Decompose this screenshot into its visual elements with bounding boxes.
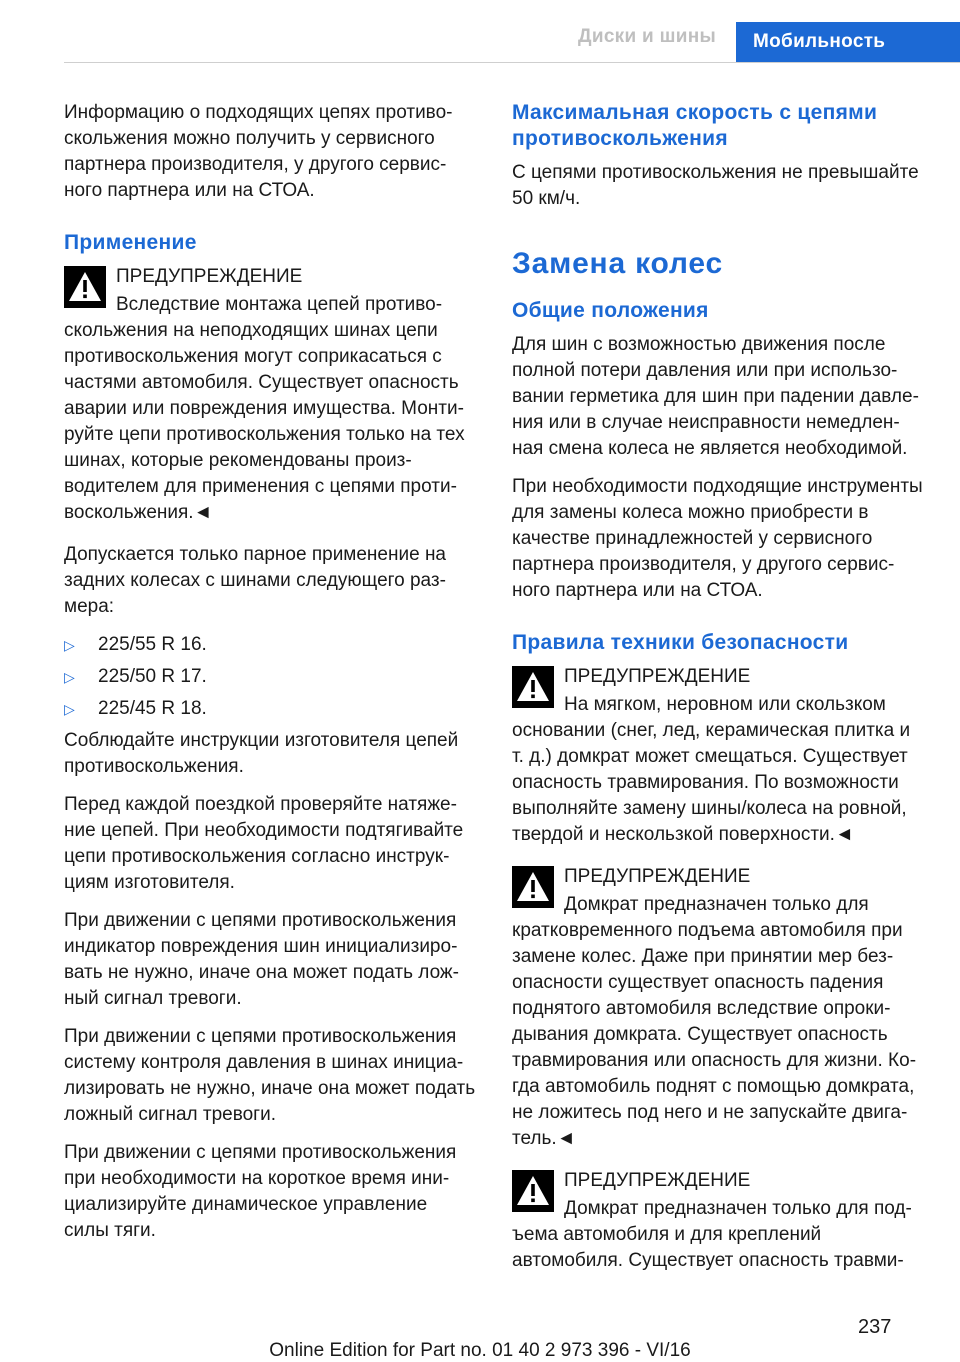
warning-triangle-icon	[512, 666, 554, 708]
warning-chains	[64, 264, 476, 526]
triangle-bullet-icon: ▷	[64, 669, 75, 685]
footer-edition: Online Edition for Part no. 01 40 2 973 396 - VI/16	[269, 1340, 691, 1361]
check-paragraph: Перед каждой поездкой проверяйте натяжение цепей. При необходимости подтягивайте цепи противоскольжения согласно инструкциям изготовителя.	[64, 794, 464, 893]
indicator-paragraph: При движении с цепями противоскольжения индикатор повреждения шин инициализировать не нужно, иначе она может подать ложный сигнал тревоги.	[64, 910, 459, 1009]
right-column	[512, 100, 924, 1290]
list-item	[64, 696, 476, 722]
general-paragraph: Для шин с возможностью движения после полной потери давления или при использовании герметика для шин при падении давления или в случае неисправности немедленная смена колеса не является необходимой.	[512, 334, 919, 459]
warning-triangle-icon	[512, 1170, 554, 1212]
warning-text: Вследствие монтажа цепей противоскольжения на неподходящих шинах цепи противоскольжения могут соприкасаться с частями автомобиля. Существует опасность аварии или повреждения имущества. Монтируйте цепи противоскольжения только на тех шинах, которые рекомендованы производителем для применения с цепями противоскольжения.◄	[64, 294, 465, 523]
warning-jack-purpose	[512, 1168, 924, 1274]
pressure-paragraph: При движении с цепями противоскольжения систему контроля давления в шинах инициализировать не нужно, иначе она может подать ложный сигнал тревоги.	[64, 1026, 476, 1125]
header-rule	[64, 62, 960, 63]
warning-text: Домкрат предназначен только для кратковременного подъема автомобиля при замене колес. Даже при принятии мер безопасности существует опасность падения поднятого автомобиля вследствие опрокидывания домкрата. Существует опасность травмирования или опасность для жизни. Когда автомобиль поднят с помощью домкрата, не ложитесь под него и не запускайте двигатель.◄	[512, 894, 917, 1149]
tire-size-list	[64, 632, 476, 722]
heading-general: Общие положения	[512, 299, 709, 322]
warning-title: ПРЕДУПРЕЖДЕНИЕ	[564, 666, 751, 687]
warning-text: Домкрат предназначен только для подъема автомобиля и для креплений автомобиля. Существует опасность травми-	[512, 1198, 912, 1271]
list-item-text: 225/45 R 18.	[98, 698, 207, 719]
warning-triangle-icon	[64, 266, 106, 308]
chapter-tab-label: Мобильность	[753, 31, 886, 52]
warning-triangle-icon	[512, 866, 554, 908]
warning-jack-short-term	[512, 864, 924, 1152]
intro-paragraph: Информацию о подходящих цепях противоскольжения можно получить у сервисного партнера производителя, у другого сервисного партнера или на СТОА.	[64, 102, 453, 201]
list-item	[64, 664, 476, 690]
traction-paragraph: При движении с цепями противоскольжения при необходимости на короткое время инициализируйте динамическое управление силы тяги.	[64, 1142, 457, 1241]
triangle-bullet-icon: ▷	[64, 701, 75, 717]
speed-paragraph: С цепями противоскольжения не превышайте 50 км/ч.	[512, 162, 919, 209]
heading-usage: Применение	[64, 231, 197, 254]
warning-jack-surface	[512, 664, 924, 848]
warning-title: ПРЕДУПРЕЖДЕНИЕ	[564, 1170, 751, 1191]
list-item-text: 225/55 R 16.	[98, 634, 207, 655]
allowed-paragraph: Допускается только парное применение на задних колесах с шинами следующего размера:	[64, 544, 447, 617]
triangle-bullet-icon: ▷	[64, 637, 75, 653]
section-tab[interactable]: Диски и шины	[578, 26, 717, 47]
heading-safety: Правила техники безопасности	[512, 631, 849, 654]
warning-text: На мягком, неровном или скользком основании (снег, лед, керамическая плитка и т. д.) домкрат может смещаться. Существует опасность травмирования. По возможности выполняйте замену шины/колеса на ровной, твердой и нескользкой поверхности.◄	[512, 694, 911, 845]
list-item-text: 225/50 R 17.	[98, 666, 207, 687]
tools-paragraph: При необходимости подходящие инструменты для замены колеса можно приобрести в качестве принадлежностей у сервисного партнера производителя, у другого сервисного партнера или на СТОА.	[512, 476, 923, 601]
heading-wheel-change: Замена колес	[512, 247, 723, 280]
warning-title: ПРЕДУПРЕЖДЕНИЕ	[116, 266, 303, 287]
chapter-tab[interactable]	[736, 22, 960, 62]
left-column	[64, 100, 476, 1256]
heading-max-speed: Максимальная скорость с цепями противоскольжения	[512, 101, 878, 150]
page-number: 237	[858, 1316, 892, 1338]
warning-title: ПРЕДУПРЕЖДЕНИЕ	[564, 866, 751, 887]
list-item	[64, 632, 476, 658]
instructions-paragraph: Соблюдайте инструкции изготовителя цепей противоскольжения.	[64, 730, 459, 777]
